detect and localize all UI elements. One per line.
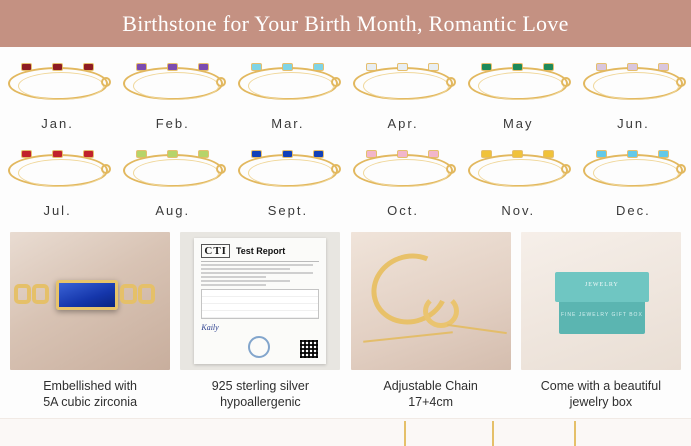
document-header [201,244,319,258]
gemstone-icon [314,64,323,70]
month-label: Oct. [387,203,419,218]
clasp-icon [446,77,456,87]
birthstone-grid [0,55,691,227]
gemstone-icon [314,151,323,157]
feature-adjustable-chain [351,232,511,410]
gemstone-icon [544,64,553,70]
gemstone-icon [398,151,407,157]
qr-code-icon [300,340,318,358]
gemstone-icon [53,64,62,70]
bracelet-image-mar [236,59,340,109]
document-signature: Kaily [201,323,219,332]
feature-row [10,232,681,410]
document-text-line [201,284,266,286]
feature-caption [541,378,661,410]
chain-icon [468,67,568,100]
lobster-clasp-icon [423,294,459,328]
chain-strand-icon [574,421,576,446]
gemstone-icon [22,64,31,70]
month-label: Dec. [616,203,651,218]
month-label: Apr. [387,116,419,131]
chain-icon [123,154,223,187]
chain-link-icon [32,284,49,304]
page-title: Birthstone for Your Birth Month, Romantic Love [122,10,569,36]
feature-certificate [180,232,340,410]
chain-icon [353,67,453,100]
test-report-photo [180,232,340,370]
gemstone-icon [199,151,208,157]
gemstone-icon [283,64,292,70]
bracelet-image-oct [351,146,455,196]
bracelet-image-sept [236,146,340,196]
clasp-icon [101,164,111,174]
gemstone-icon [84,151,93,157]
month-item-oct[interactable] [345,142,460,227]
month-item-jan[interactable] [0,55,115,140]
clasp-icon [101,77,111,87]
document-text-line [201,268,290,270]
gemstone-icon [513,64,522,70]
test-report-document [194,238,326,364]
feature-caption-line2: hypoallergenic [220,395,301,409]
bracelet-image-jan [6,59,110,109]
month-item-aug[interactable] [115,142,230,227]
clasp-icon [676,77,686,87]
gemstone-icon [482,151,491,157]
gemstone-icon [659,151,668,157]
gemstone-icon [659,64,668,70]
feature-caption-line2: 17+4cm [408,395,454,409]
gemstone-icon [84,64,93,70]
gemstone-icon [597,64,606,70]
gemstone-icon [628,151,637,157]
month-label: Jan. [41,116,74,131]
gift-box-brand: JEWELRY [584,282,619,288]
adjustable-chain-photo [351,232,511,370]
clasp-icon [331,77,341,87]
feature-caption-line1: 925 sterling silver [211,379,309,393]
bottom-decoration [0,418,691,446]
month-item-sept[interactable] [230,142,345,227]
month-item-apr[interactable] [345,55,460,140]
month-item-jun[interactable] [576,55,691,140]
month-item-feb[interactable] [115,55,230,140]
bracelet-image-apr [351,59,455,109]
chain-link-icon [120,284,137,304]
month-label: Sept. [267,203,309,218]
feature-caption [212,378,309,410]
feature-caption-line2: 5A cubic zirconia [43,395,138,409]
gemstone-icon [283,151,292,157]
chain-icon [123,67,223,100]
gemstone-icon [22,151,31,157]
gemstone-icon [168,64,177,70]
feature-caption [383,378,478,410]
seal-icon [248,336,270,358]
feature-caption-line2: jewelry box [569,395,633,409]
gemstone-icon [597,151,606,157]
chain-icon [583,67,683,100]
month-label: Aug. [155,203,191,218]
clasp-icon [216,164,226,174]
chain-icon [468,154,568,187]
bracelet-image-aug [121,146,225,196]
clasp-icon [561,164,571,174]
month-item-nov[interactable] [461,142,576,227]
divider [201,261,319,262]
chain-icon [8,67,108,100]
month-item-jul[interactable] [0,142,115,227]
chain-strand-icon [447,324,507,334]
gemstone-icon [429,64,438,70]
gift-box-subtitle: FINE JEWELRY GIFT BOX [560,312,643,318]
document-text-line [201,280,290,282]
document-text-line [201,264,313,266]
month-label: May [502,116,534,131]
feature-caption-line1: Adjustable Chain [383,379,478,393]
document-results-table [201,289,319,319]
cti-logo: CTI [201,244,230,258]
jewelry-box-photo [521,232,681,370]
gemstone-icon [367,64,376,70]
chain-icon [583,154,683,187]
clasp-icon [331,164,341,174]
gemstone-icon [367,151,376,157]
gemstone-icon [137,151,146,157]
chain-link-icon [14,284,31,304]
month-item-may[interactable] [461,55,576,140]
gemstone-icon [398,64,407,70]
feature-caption-line1: Come with a beautiful [540,379,661,393]
month-label: Nov. [501,203,536,218]
bracelet-image-nov [466,146,570,196]
document-text-line [201,272,313,274]
zirconia-closeup-photo [10,232,170,370]
feature-zirconia [10,232,170,410]
clasp-icon [446,164,456,174]
month-label: Jul. [43,203,72,218]
gemstone-icon [482,64,491,70]
month-label: Jun. [617,116,650,131]
bracelet-image-feb [121,59,225,109]
month-item-mar[interactable] [230,55,345,140]
chain-icon [353,154,453,187]
gemstone-icon [252,151,261,157]
document-text-line [201,276,266,278]
chain-strand-icon [492,421,494,446]
gemstone-icon [199,64,208,70]
feature-caption [43,378,137,410]
bracelet-image-jul [6,146,110,196]
chain-link-icon [138,284,155,304]
month-item-dec[interactable] [576,142,691,227]
chain-icon [238,67,338,100]
gemstone-icon [168,151,177,157]
feature-caption-line1: Embellished with [43,379,138,393]
bracelet-image-may [466,59,570,109]
blue-gemstone-icon [56,280,118,310]
chain-icon [238,154,338,187]
month-label: Mar. [271,116,305,131]
gemstone-icon [628,64,637,70]
gemstone-icon [429,151,438,157]
gemstone-icon [544,151,553,157]
chain-strand-icon [363,331,453,342]
header-banner [0,0,691,47]
gemstone-icon [137,64,146,70]
feature-gift-box [521,232,681,410]
clasp-icon [676,164,686,174]
gemstone-icon [252,64,261,70]
gemstone-icon [53,151,62,157]
chain-strand-icon [404,421,406,446]
month-label: Feb. [155,116,190,131]
clasp-icon [561,77,571,87]
chain-icon [8,154,108,187]
document-title: Test Report [235,246,286,256]
bracelet-image-jun [581,59,685,109]
bracelet-image-dec [581,146,685,196]
clasp-icon [216,77,226,87]
gemstone-icon [513,151,522,157]
